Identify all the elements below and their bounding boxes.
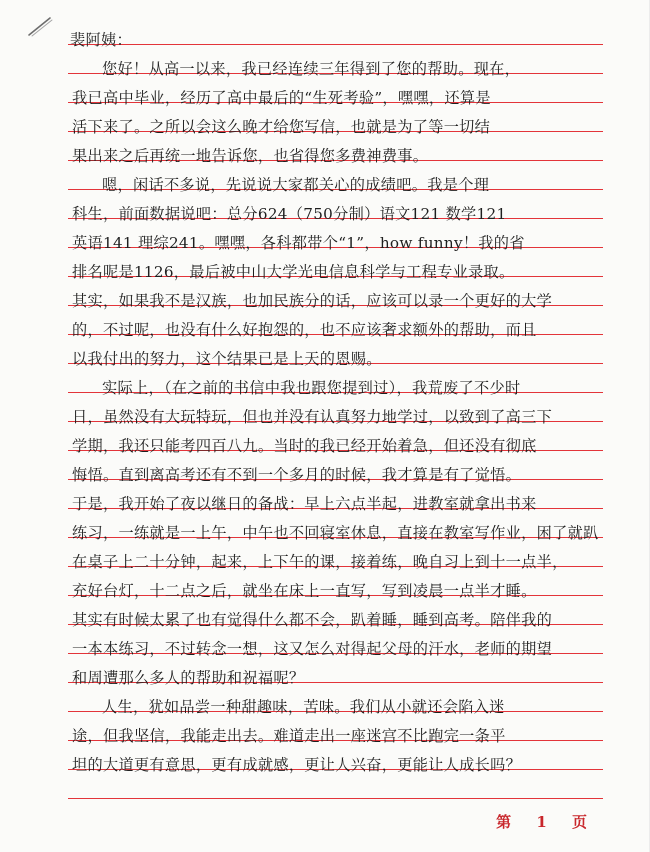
letter-line-15: 悔悟。直到离高考还有不到一个多月的时候，我才算是有了觉悟。 xyxy=(72,466,522,484)
letter-line-23: 人生，犹如品尝一种甜趣味，苦味。我们从小就还会陷入迷 xyxy=(102,698,505,716)
letter-line-22: 和周遭那么多人的帮助和祝福呢？ xyxy=(72,669,305,687)
letter-line-8: 排名呢是1126，最后被中山大学光电信息科学与工程专业录取。 xyxy=(72,263,515,281)
letter-line-10: 的，不过呢，也没有什么好抱怨的，也不应该奢求额外的帮助，而且 xyxy=(72,321,537,339)
letter-line-1: 您好！从高一以来，我已经连续三年得到了您的帮助。现在， xyxy=(102,60,521,78)
letter-line-13: 日，虽然没有大玩特玩，但也并没有认真努力地学过，以致到了高三下 xyxy=(72,408,553,426)
letter-line-19: 充好台灯，十二点之后，就坐在床上一直写，写到凌晨一点半才睡。 xyxy=(72,582,537,600)
letter-line-5: 嗯，闲话不多说，先说说大家都关心的成绩吧。我是个理 xyxy=(102,176,490,194)
letter-line-18: 在桌子上二十分钟，起来，上下午的课，接着练，晚自习上到十一点半， xyxy=(72,553,568,571)
letter-line-11: 以我付出的努力，这个结果已是上天的恩赐。 xyxy=(72,350,382,368)
letter-line-21: 一本本练习，不过转念一想，这又怎么对得起父母的汗水，老师的期望 xyxy=(72,640,553,658)
page-number: 第 1 页 xyxy=(496,813,597,831)
letter-line-2: 我已高中毕业，经历了高中最后的“生死考验”，嘿嘿，还算是 xyxy=(72,89,491,107)
letter-line-24: 途，但我坚信，我能走出去。难道走出一座迷宫不比跑完一条平 xyxy=(72,727,506,745)
letter-line-7: 英语141 理综241。嘿嘿，各科都带个“1”，how funny！我的省 xyxy=(72,234,525,252)
ruled-line xyxy=(68,798,603,799)
greeting: 裴阿姨： xyxy=(70,31,132,49)
letter-line-9: 其实，如果我不是汉族，也加民族分的话，应该可以录一个更好的大学 xyxy=(72,292,553,310)
letter-line-6: 科生，前面数据说吧：总分624（750分制）语文121 数学121 xyxy=(72,205,507,223)
letter-line-17: 练习，一练就是一上午，中午也不回寝室休息，直接在教室写作业，困了就趴 xyxy=(72,524,599,542)
letter-line-3: 活下来了。之所以会这么晚才给您写信，也就是为了等一切结 xyxy=(72,118,491,136)
letter-line-12: 实际上，（在之前的书信中我也跟您提到过），我荒废了不少时 xyxy=(102,379,521,397)
ruled-line xyxy=(68,44,603,45)
letter-line-4: 果出来之后再统一地告诉您，也省得您多费神费事。 xyxy=(72,147,429,165)
letter-line-25: 坦的大道更有意思，更有成就感，更让人兴奋，更能让人成长吗？ xyxy=(72,756,522,774)
letter-line-20: 其实有时候太累了也有觉得什么都不会，趴着睡，睡到高考。陪伴我的 xyxy=(72,611,553,629)
letter-line-16: 于是，我开始了夜以继日的备战：早上六点半起，进教室就拿出书来 xyxy=(72,495,537,513)
letter-line-14: 学期，我还只能考四百八九。当时的我已经开始着急，但还没有彻底 xyxy=(72,437,537,455)
paperclip-mark-icon xyxy=(26,14,54,38)
